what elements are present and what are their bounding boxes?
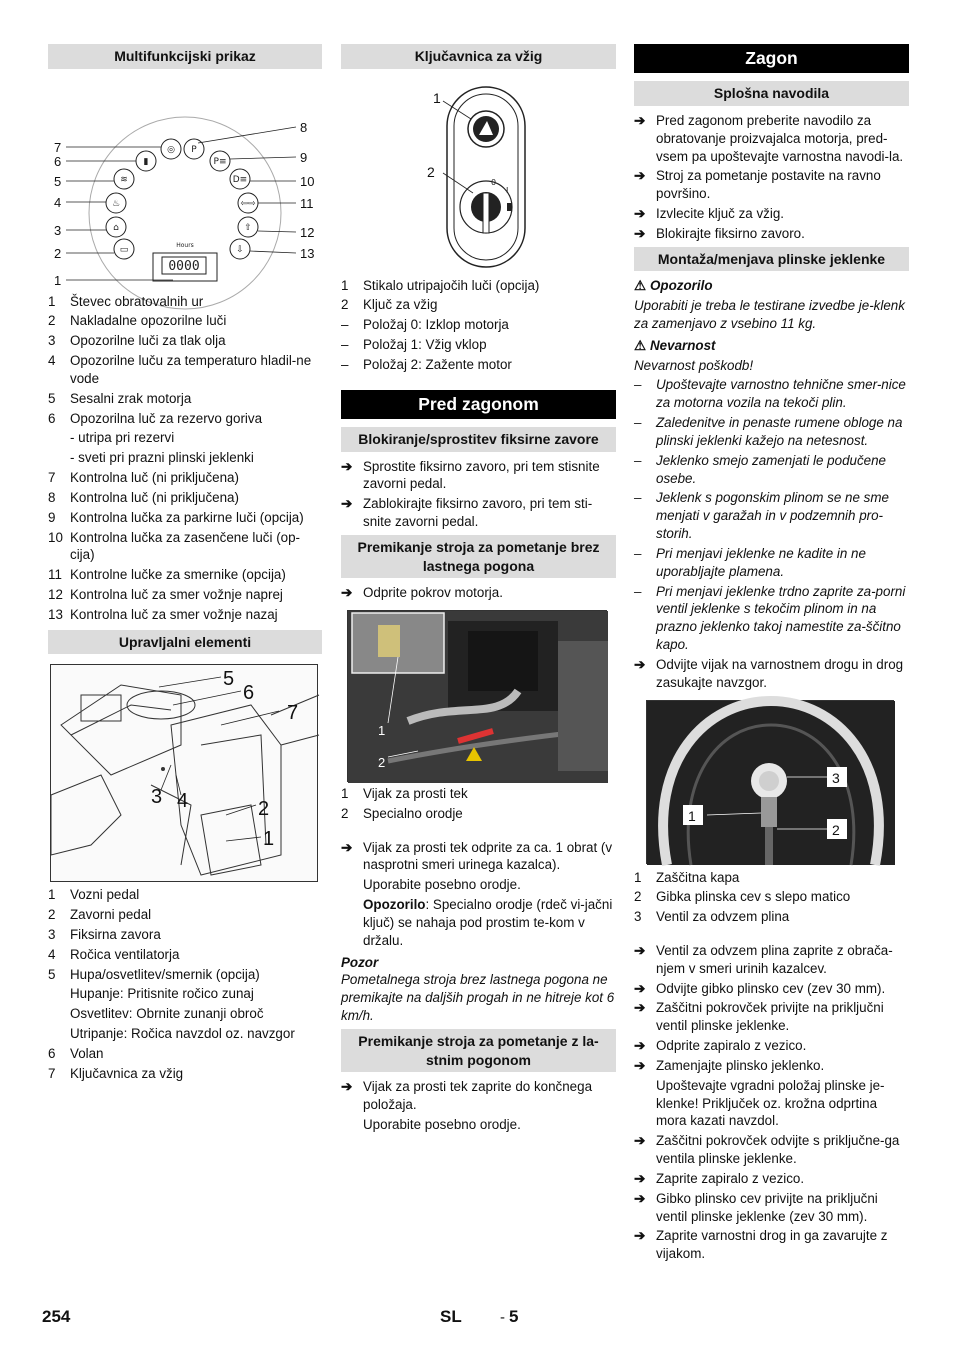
step: ➔ Vijak za prosti tek odprite za ca. 1 obrat (v nasprotni smeri urinega kazalca). xyxy=(341,839,613,873)
own-drive-heading: Premikanje stroja za pometanje z la-stnim pogonom xyxy=(341,1029,616,1072)
step: ➔ Vijak za prosti tek zaprite do končnega položaja. xyxy=(341,1079,593,1112)
controls-callout-7: 7 xyxy=(287,702,299,725)
controls-legend-cont xyxy=(48,1045,322,1083)
danger-label: ⚠ Nevarnost xyxy=(634,337,716,353)
step: ➔ Blokirajte fiksirno zavoro. xyxy=(634,225,805,241)
list-item: 9 Kontrolna lučka za parkirne luči (opcija) xyxy=(48,509,304,525)
list-item: 5 Hupa/osvetlitev/smernik (opcija) xyxy=(48,966,260,982)
step: ➔ Zaprite zapiralo z vezico. xyxy=(634,1170,805,1186)
display-callout-2: 2 xyxy=(54,245,62,261)
danger-text: Nevarnost poškodb! xyxy=(634,357,754,373)
list-item: – Položaj 2: Zažente motor xyxy=(341,356,512,372)
list-item: – Položaj 1: Vžig vklop xyxy=(341,337,487,353)
display-callout-8: 8 xyxy=(300,119,308,135)
warning-text: Uporabiti je treba le testirane izvedbe je-klenk za zamenjavo z vsebino 11 kg. xyxy=(634,298,905,331)
display-callout-6: 6 xyxy=(54,153,62,169)
svg-text:♨: ♨ xyxy=(111,198,121,209)
engine-photo xyxy=(347,610,607,782)
controls-callout-5: 5 xyxy=(223,668,235,691)
start-heading: Zagon xyxy=(634,44,909,73)
step: ➔ Zaprite varnostni drog in ga zavarujte z vijakom. xyxy=(634,1228,888,1262)
step-note: Uporabite posebno orodje. xyxy=(363,877,521,893)
cylinder-callout-3: 3 xyxy=(832,769,840,786)
list-item: 2 Specialno orodje xyxy=(341,805,463,821)
step-note: Upoštevajte vgradni položaj plinske je-klenke! Priključek oz. krožna odprtina mora kazati navzdol. xyxy=(656,1077,885,1129)
step-note: Uporabite posebno orodje. xyxy=(363,1116,521,1132)
engine-callout-1: 1 xyxy=(378,722,386,738)
general-heading: Splošna navodila xyxy=(634,81,909,106)
svg-text:▭: ▭ xyxy=(119,244,129,255)
list-item: – Upoštevajte varnostno tehnične smer-nice za motorna vozila na tekoči plin. xyxy=(634,377,906,411)
brake-heading: Blokiranje/sprostitev fiksirne zavore xyxy=(341,427,616,452)
display-callout-4: 4 xyxy=(54,194,62,210)
list-subitem: Osvetlitev: Obrnite zunanji obroč xyxy=(70,1006,264,1022)
warning-triangle-icon: ⚠ xyxy=(634,337,647,353)
list-item: 1 Vozni pedal xyxy=(48,887,140,903)
move-heading: Premikanje stroja za pometanje brez lastnega pogona xyxy=(341,535,616,578)
display-callout-12: 12 xyxy=(300,224,315,240)
list-item: – Pri menjavi jeklenke trdno zaprite za-porni ventil jeklenke s tekočim plinom in na prazno jeklenko takoj namestite za-ščitno kapo. xyxy=(634,583,906,653)
step: ➔ Odvijte gibko plinsko cev (zev 30 mm). xyxy=(634,980,886,996)
step: ➔ Zamenjajte plinsko jeklenko. xyxy=(634,1057,825,1073)
cylinder-callout-1: 1 xyxy=(688,807,696,824)
svg-text:P≡: P≡ xyxy=(213,156,227,167)
list-item: 7 Kontrolna luč (ni priključena) xyxy=(48,470,239,486)
display-legend-cont xyxy=(48,469,322,624)
cylinder-heading: Montaža/menjava plinske jeklenke xyxy=(634,247,909,272)
svg-text:0: 0 xyxy=(491,177,497,187)
ignition-callout-1: 1 xyxy=(433,89,441,106)
display-callout-3: 3 xyxy=(54,222,62,238)
list-item: 6 Opozorilna luč za rezervo goriva xyxy=(48,410,263,426)
controls-callout-6: 6 xyxy=(243,682,255,705)
dashboard-display-diagram xyxy=(48,75,322,288)
warning-label: ⚠ Opozorilo xyxy=(634,278,713,294)
list-item: 1 Vijak za prosti tek xyxy=(341,785,468,801)
step: ➔ Izvlecite ključ za vžig. xyxy=(634,206,784,222)
step: ➔ Gibko plinsko cev privijte na priključni ventil plinske jeklenke (zev 30 mm). xyxy=(634,1190,878,1224)
controls-legend xyxy=(48,886,322,983)
list-item: 1 Zaščitna kapa xyxy=(634,869,740,885)
svg-text:⇩: ⇩ xyxy=(236,244,244,255)
list-item: 11 Kontrolne lučke za smernike (opcija) xyxy=(48,567,286,583)
svg-text:▮: ▮ xyxy=(143,156,149,167)
display-callout-7: 7 xyxy=(54,139,62,155)
list-item: – Zaledenitve in penaste rumene obloge na plinski jeklenki kažejo na netesnost. xyxy=(634,415,903,448)
list-item: – Pri menjavi jeklenke ne kadite in ne uporabljajte plamena. xyxy=(634,545,866,579)
cylinder-callout-2: 2 xyxy=(832,821,840,838)
page-number: 254 xyxy=(42,1307,71,1326)
controls-callout-1: 1 xyxy=(263,828,275,851)
controls-heading: Upravljalni elementi xyxy=(48,630,322,655)
list-subitem: Utripanje: Ročica navzdol oz. navzgor xyxy=(70,1026,295,1042)
display-callout-9: 9 xyxy=(300,149,308,165)
list-item: 4 Ročica ventilatorja xyxy=(48,946,180,962)
list-subitem: - utripa pri rezervi xyxy=(70,430,175,446)
list-item: 1 Števec obratovalnih ur xyxy=(48,293,204,309)
hours-label: Hours xyxy=(176,241,194,249)
gas-cylinder-valve-photo xyxy=(647,701,895,865)
svg-text:I: I xyxy=(506,185,509,195)
footer-separator: - xyxy=(500,1309,505,1326)
list-item: 6 Volan xyxy=(48,1045,104,1061)
list-subitem: - sveti pri prazni plinski jeklenki xyxy=(70,450,254,466)
step: ➔ Odprite zapiralo z vezico. xyxy=(634,1038,807,1054)
step: ➔ Odprite pokrov motorja. xyxy=(341,585,503,601)
step: ➔ Ventil za odvzem plina zaprite z obrača-njem v smeri urinih kazalcev. xyxy=(634,942,893,976)
step: ➔ Zablokirajte fiksirno zavoro, pri tem sti-snite zavorni pedal. xyxy=(341,496,593,530)
engine-callout-2: 2 xyxy=(378,754,386,770)
display-legend xyxy=(48,293,322,428)
ignition-legend xyxy=(341,277,616,315)
ignition-heading: Ključavnica za vžig xyxy=(341,44,616,69)
list-item: 13 Kontrolna luč za smer vožnje nazaj xyxy=(48,606,278,622)
list-item: 10 Kontrolna lučka za zasenčene luči (op-cija) xyxy=(48,529,301,563)
ignition-lock-diagram xyxy=(341,85,616,273)
display-callout-10: 10 xyxy=(300,173,315,189)
column-1 xyxy=(48,44,322,1085)
svg-text:≋: ≋ xyxy=(120,174,128,185)
display-callout-13: 13 xyxy=(300,245,315,261)
step: ➔ Odvijte vijak na varnostnem drogu in drog zasukajte navzgor. xyxy=(634,656,904,690)
svg-text:P: P xyxy=(191,144,197,155)
svg-text:⇧: ⇧ xyxy=(244,222,252,233)
list-item: 3 Fiksirna zavora xyxy=(48,926,161,942)
pozor-text: Pometalnega stroja brez lastnega pogona ne premikajte na daljših progah in ne hitreje kot 6 km/h. xyxy=(341,972,615,1024)
column-3 xyxy=(634,44,909,1265)
list-item: 2 Gibka plinska cev s slepo matico xyxy=(634,889,851,905)
svg-text:⇦⇨: ⇦⇨ xyxy=(240,198,256,209)
display-figure xyxy=(48,75,322,288)
operator-cab-drawing xyxy=(51,665,319,883)
list-subitem: Hupanje: Pritisnite ročico zunaj xyxy=(70,986,254,1002)
section-number: 5 xyxy=(509,1307,519,1326)
list-item: 2 Nakladalne opozorilne luči xyxy=(48,313,227,329)
pozor-label: Pozor xyxy=(341,954,379,970)
list-item: 4 Opozorilne luču za temperaturo hladil-ne vode xyxy=(48,353,312,386)
svg-text:⌂: ⌂ xyxy=(113,222,119,233)
svg-text:D≡: D≡ xyxy=(232,174,248,185)
engine-legend xyxy=(341,785,616,823)
controls-callout-2: 2 xyxy=(258,798,270,821)
controls-callout-3: 3 xyxy=(151,786,163,809)
list-item: 2 Zavorni pedal xyxy=(48,907,152,923)
display-heading: Multifunkcijski prikaz xyxy=(48,44,322,69)
ignition-callout-2: 2 xyxy=(427,163,435,180)
list-item: 1 Stikalo utripajočih luči (opcija) xyxy=(341,277,540,293)
svg-text:◎: ◎ xyxy=(167,144,175,155)
freewheel-screw-photo xyxy=(348,611,608,783)
column-2 xyxy=(341,44,616,1136)
special-tool-note: Opozorilo: Specialno orodje (rdeč vi-jačni ključ) se nahaja pod prostim te-kom v držalu. xyxy=(363,897,613,948)
warning-triangle-icon: ⚠ xyxy=(634,278,647,294)
list-item: – Jeklenk s pogonskim plinom se ne sme menjati v garažah in v podzemnih pro-storih. xyxy=(634,490,889,542)
list-item: 5 Sesalni zrak motorja xyxy=(48,390,192,406)
step: ➔ Pred zagonom preberite navodilo za obratovanje proizvajalca motorja, pred-vsem pa upoštevajte varnostna navodi-la. xyxy=(634,112,904,164)
step: ➔ Stroj za pometanje postavite na ravno površino. xyxy=(634,168,881,202)
step: ➔ Zaščitni pokrovček odvijte s priključne-ga ventila plinske jeklenke. xyxy=(634,1133,900,1167)
step: ➔ Sprostite fiksirno zavoro, pri tem stisnite zavorni pedal. xyxy=(341,458,600,492)
before-start-heading: Pred zagonom xyxy=(341,390,616,419)
controls-callout-4: 4 xyxy=(177,790,189,813)
hours-counter: 0000 xyxy=(168,258,200,274)
list-item: 2 Ključ za vžig xyxy=(341,297,438,313)
list-item: 7 Ključavnica za vžig xyxy=(48,1065,184,1081)
cylinder-legend xyxy=(634,869,909,926)
step: ➔ Zaščitni pokrovček privijte na priključni ventil plinske jeklenke. xyxy=(634,1000,884,1034)
list-item: 3 Opozorilne luči za tlak olja xyxy=(48,333,226,349)
list-item: 12 Kontrolna luč za smer vožnje naprej xyxy=(48,587,283,603)
list-item: 3 Ventil za odvzem plina xyxy=(634,909,790,925)
cylinder-photo xyxy=(646,700,894,864)
display-callout-5: 5 xyxy=(54,173,62,189)
display-callout-11: 11 xyxy=(300,195,314,211)
language-code: SL xyxy=(440,1307,462,1326)
display-callout-1: 1 xyxy=(54,272,62,288)
list-item: 8 Kontrolna luč (ni priključena) xyxy=(48,489,239,505)
controls-figure xyxy=(50,664,318,882)
ignition-figure xyxy=(341,85,616,273)
list-item: – Položaj 0: Izklop motorja xyxy=(341,317,509,333)
list-item: – Jeklenko smejo zamenjati le podučene osebe. xyxy=(634,452,887,486)
